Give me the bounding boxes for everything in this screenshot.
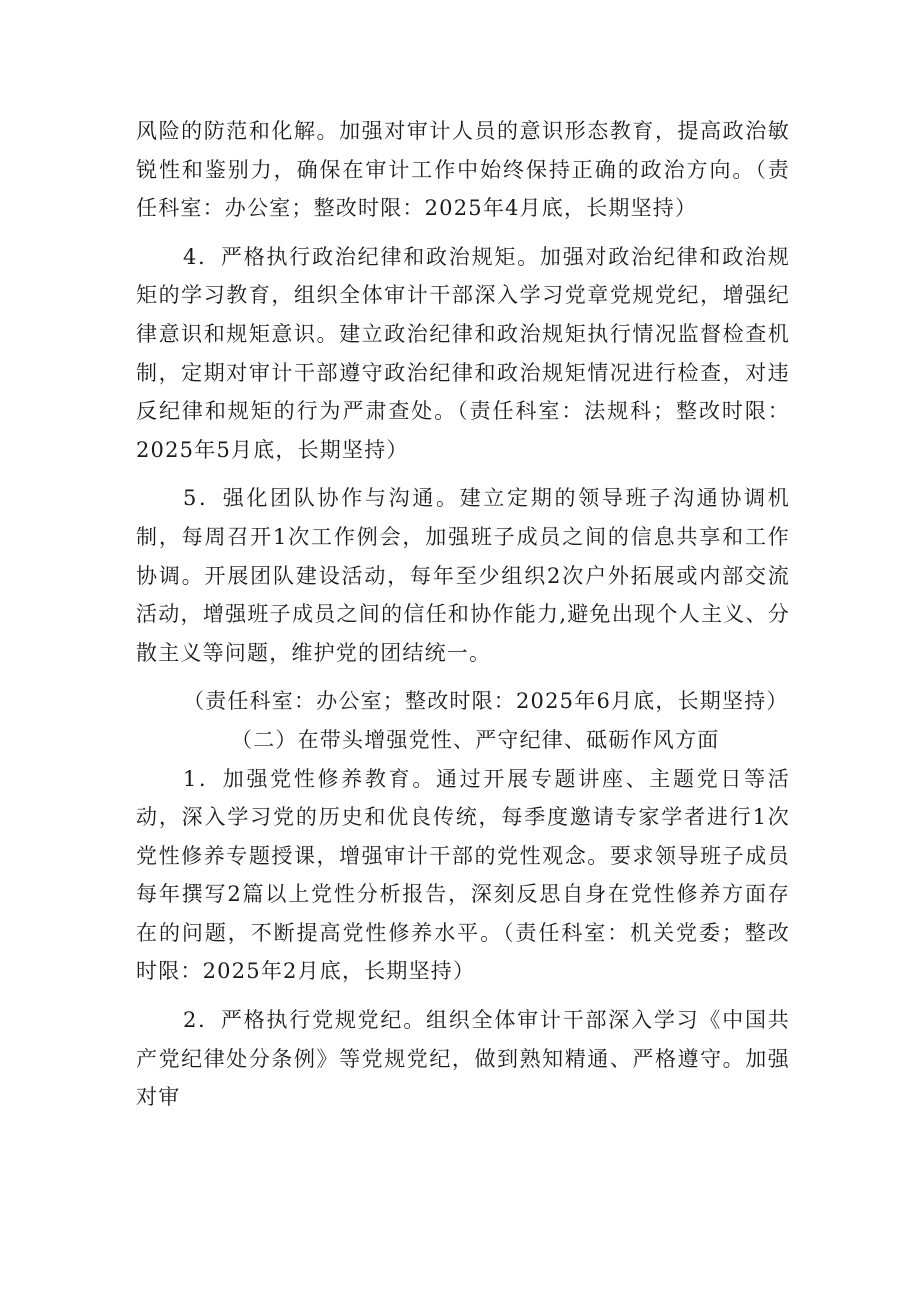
paragraph-item-5-responsibility-note: （责任科室：办公室；整改时限：2025年6月底，长期坚持）	[183, 689, 789, 714]
paragraph-section-2-item-1: 1．加强党性修养教育。通过开展专题讲座、主题党日等活动，深入学习党的历史和优良传统，每季度邀请专家学者进行1次党性修养专题授课，增强审计干部的党性观念。要求领导班子成员每年撰写2篇以上党性分析报告，深刻反思自身在党性修养方面存在的问题，不断提高党性修养水平。（责任科室：机关党委；整改时限：2025年2月底，长期坚持）	[136, 766, 790, 984]
section-heading-2: （二）在带头增强党性、严守纪律、砥砺作风方面	[231, 727, 720, 752]
paragraph-item-4: 4．严格执行政治纪律和政治规矩。加强对政治纪律和政治规矩的学习教育，组织全体审计干部深入学习党章党规党纪，增强纪律意识和规矩意识。建立政治纪律和政治规矩执行情况监督检查机制，定期对审计干部遵守政治纪律和政治规矩情况进行检查，对违反纪律和规矩的行为严肃查处。（责任科室：法规科；整改时限：2025年5月底，长期坚持）	[136, 244, 790, 462]
paragraph-section-2-item-2: 2．严格执行党规党纪。组织全体审计干部深入学习《中国共产党纪律处分条例》等党规党纪，做到熟知精通、严格遵守。加强对审	[136, 1008, 790, 1110]
paragraph-continued: 风险的防范和化解。加强对审计人员的意识形态教育，提高政治敏锐性和鉴别力，确保在审计工作中始终保持正确的政治方向。（责任科室：办公室；整改时限：2025年4月底，长期坚持）	[136, 119, 790, 221]
paragraph-item-5: 5．强化团队协作与沟通。建立定期的领导班子沟通协调机制，每周召开1次工作例会，加强班子成员之间的信息共享和工作协调。开展团队建设活动，每年至少组织2次户外拓展或内部交流活动，增强班子成员之间的信任和协作能力,避免出现个人主义、分散主义等问题，维护党的团结统一。	[136, 486, 790, 665]
document-page	[136, 112, 790, 1117]
